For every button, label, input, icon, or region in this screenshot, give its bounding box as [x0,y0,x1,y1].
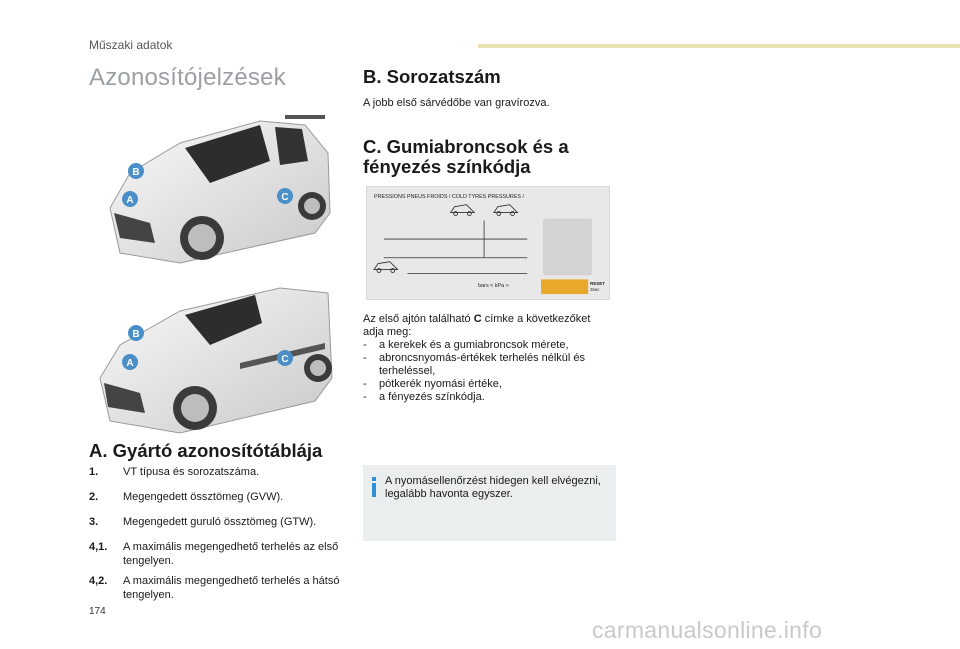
svg-text:RESET: RESET [590,281,605,287]
section-a-heading: A. Gyártó azonosítótáblája [89,440,323,461]
svg-text:A: A [126,195,134,206]
svg-text:C: C [281,354,289,365]
list-item: 1. VT típusa és sorozatszáma. [89,466,260,478]
info-text: A nyomásellenőrzést hidegen kell elvégezni, legalább havonta egyszer. [385,475,601,500]
svg-text:A: A [126,358,134,369]
watermark: carmanualsonline.info [592,617,823,643]
tyre-pressure-label [366,186,610,300]
list-item: 4,2. A maximális megengedhető terhelés a hátsó tengelyen. [89,575,340,601]
page-title: Azonosítójelzések [89,64,286,91]
tpms-warning-icon [541,279,588,294]
header-divider [478,44,960,48]
svg-text:bars < kPa >: bars < kPa > [478,283,509,290]
svg-text:PRESSIONS PNEUS FROIDS / C: PRESSIONS PNEUS FROIDS / COLD TYRES PRESSURES / [374,193,525,200]
page-number: 174 [89,606,106,617]
svg-text:3sec: 3sec [590,287,600,293]
list-item: - abroncsnyomás-értékek terhelés nélkül és terheléssel, [363,352,586,377]
car-illustration-mpv [90,113,340,273]
car-silhouette-icon [374,205,517,273]
info-box [363,465,616,541]
section-header: Műszaki adatok [89,38,173,52]
list-item: - a kerekek és a gumiabroncsok mérete, [363,339,569,351]
list-item: 3. Megengedett guruló össztömeg (GTW). [89,516,317,528]
section-c-list [363,339,613,404]
section-c-heading: C. Gumiabroncsok és a fényezés színkódja [363,136,569,177]
car-illustration-van [90,283,340,443]
svg-text:C: C [281,192,289,203]
svg-text:B: B [132,167,140,178]
section-b-text: A jobb első sárvédőbe van gravírozva. [363,97,550,109]
section-b-heading: B. Sorozatszám [363,66,501,87]
svg-text:B: B [132,329,140,340]
list-item: 2. Megengedett össztömeg (GVW). [89,491,284,503]
list-item: - pótkerék nyomási értéke, [363,378,502,390]
info-icon [369,477,379,497]
list-item: - a fényezés színkódja. [363,391,485,403]
section-c-intro: Az első ajtón található C címke a következőket adja meg: [363,313,591,338]
section-a-list [89,465,349,613]
list-item: 4,1. A maximális megengedhető terhelés az első tengelyen. [89,541,339,567]
section-c-body [363,313,613,404]
